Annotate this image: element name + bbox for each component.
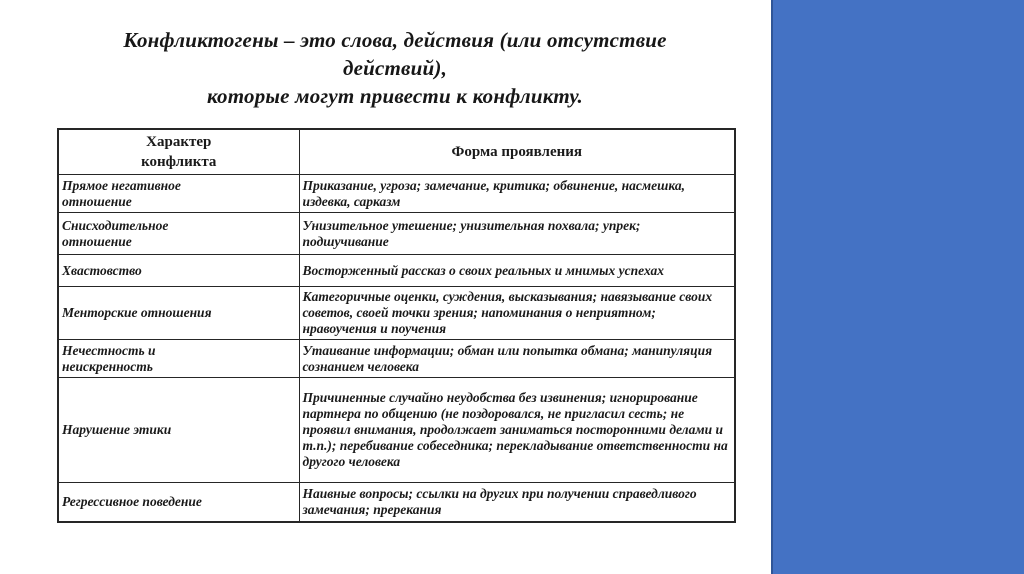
- cell-character: Нарушение этики: [58, 378, 299, 483]
- cell-form: Наивные вопросы; ссылки на других при получении справедливого замечания; пререкания: [299, 483, 735, 522]
- cell-character: Снисходительное отношение: [58, 213, 299, 255]
- table-row: [58, 483, 735, 522]
- slide-title: [55, 26, 735, 110]
- cell-form: Приказание, угроза; замечание, критика; обвинение, насмешка, издевка, сарказм: [299, 175, 735, 213]
- column-header-character-line-2: конфликта: [141, 154, 217, 170]
- table-row: [58, 287, 735, 340]
- column-header-form: Форма проявления: [299, 129, 735, 175]
- table-row: [58, 175, 735, 213]
- title-line-1: Конфликтогены – это слова, действия (или отсутствие: [123, 28, 667, 52]
- cell-form: Восторженный рассказ о своих реальных и мнимых успехах: [299, 255, 735, 287]
- table-row: [58, 213, 735, 255]
- cell-form: Унизительное утешение; унизительная похвала; упрек; подшучивание: [299, 213, 735, 255]
- table-row: [58, 340, 735, 378]
- cell-character: Нечестность и неискренность: [58, 340, 299, 378]
- cell-character: Регрессивное поведение: [58, 483, 299, 522]
- title-line-2: действий),: [342, 56, 448, 80]
- column-header-character-line-1: Характер: [146, 134, 212, 150]
- cell-form: Причиненные случайно неудобства без извинения; игнорирование партнера по общению (не поздоровался, не пригласил сесть; не проявил внимания, продолжает заниматься посторонними делами и т.п.); перебивание собеседника; перекладывание ответственности на другого человека: [299, 378, 735, 483]
- conflictogens-table: [57, 128, 736, 523]
- table-row: [58, 378, 735, 483]
- cell-character: Менторские отношения: [58, 287, 299, 340]
- table-row: [58, 255, 735, 287]
- cell-character: Прямое негативное отношение: [58, 175, 299, 213]
- table-header-row: [58, 129, 735, 175]
- cell-form: Категоричные оценки, суждения, высказывания; навязывание своих советов, своей точки зрения; напоминания о неприятном; нравоучения и поучения: [299, 287, 735, 340]
- title-line-3: которые могут привести к конфликту.: [207, 84, 583, 108]
- cell-form: Утаивание информации; обман или попытка обмана; манипуляция сознанием человека: [299, 340, 735, 378]
- column-header-character: [58, 129, 299, 175]
- cell-character: Хвастовство: [58, 255, 299, 287]
- accent-panel: [771, 0, 1024, 574]
